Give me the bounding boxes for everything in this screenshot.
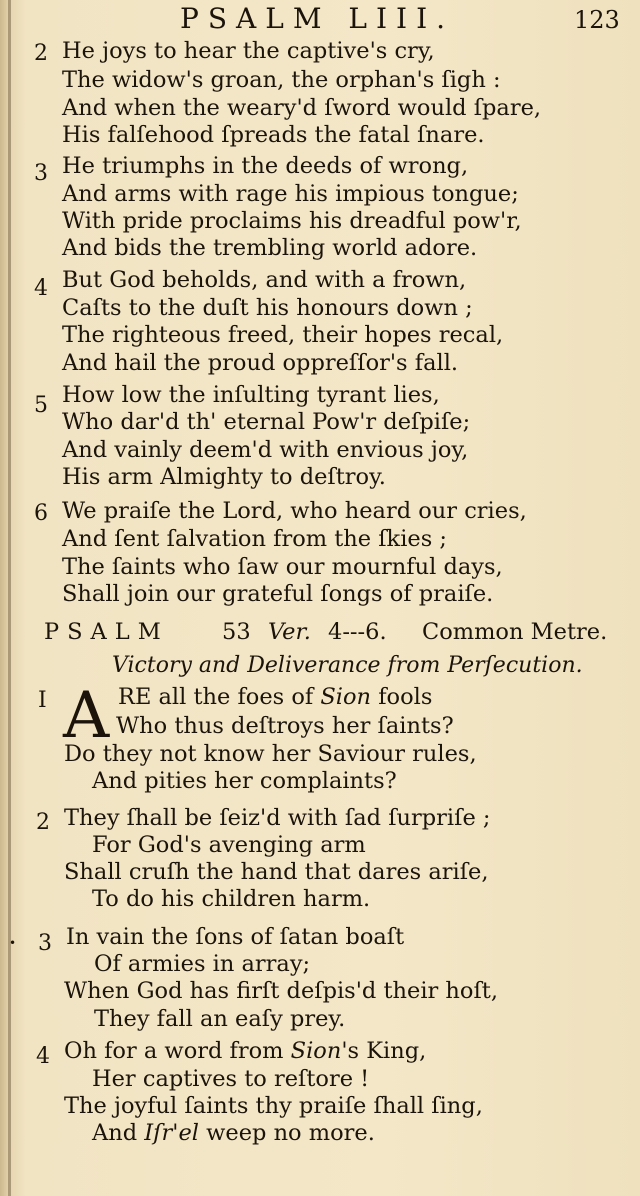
verse-line: Who thus deſtroys her ſaints? — [116, 713, 454, 739]
stanza-number: 2 — [36, 810, 50, 835]
verse-line: For God's avenging arm — [92, 832, 366, 858]
verse-line: They fall an eaſy prey. — [94, 1006, 346, 1032]
verse-line: And arms with rage his impious tongue; — [62, 181, 519, 207]
stanza-number: 4 — [34, 276, 48, 301]
verse-line: And pities her complaints? — [92, 768, 397, 794]
verse-line: His falſehood ſpreads the fatal ſnare. — [62, 122, 485, 148]
metre-label: Common Metre. — [422, 619, 608, 645]
stanza-number: 2 — [34, 41, 48, 66]
verse-line: He joys to hear the captive's cry, — [62, 38, 435, 64]
verse-line: Caſts to the duſt his honours down ; — [62, 295, 473, 321]
stanza-number: 5 — [34, 393, 48, 418]
page-number: 123 — [574, 6, 620, 34]
verse-line-first: Oh for a word from Sion's King, — [64, 1038, 427, 1064]
stanza-number: I — [38, 688, 47, 713]
verse-line: When God has firſt deſpis'd their hoſt, — [64, 978, 498, 1004]
verse-line: But God beholds, and with a frown, — [62, 267, 467, 293]
verse-line: How low the inſulting tyrant lies, — [62, 382, 440, 408]
verse-line: Who dar'd th' eternal Pow'r deſpiſe; — [62, 409, 471, 435]
verse-line: We praiſe the Lord, who heard our cries, — [62, 498, 527, 524]
verse-line: With pride proclaims his dreadful pow'r, — [62, 208, 522, 234]
verse-line: In vain the ſons of ſatan boaſt — [66, 924, 405, 950]
stanza-number: 3 — [38, 931, 52, 956]
page-header — [0, 2, 640, 36]
stanza-number: 3 — [34, 161, 48, 186]
verse-line-last: And Iſr'el weep no more. — [92, 1120, 375, 1146]
verse-line: The ſaints who ſaw our mournful days, — [62, 554, 503, 580]
verse-line: The widow's groan, the orphan's ſigh : — [62, 67, 501, 93]
verse-line: And hail the proud oppreſſor's fall. — [62, 350, 459, 376]
verse-line: And when the weary'd ſword would ſpare, — [62, 95, 542, 121]
verse-line: His arm Almighty to deſtroy. — [62, 464, 386, 490]
verse-line: Of armies in array; — [94, 951, 311, 977]
verse-line: Shall join our grateful ſongs of praiſe. — [62, 581, 494, 607]
verse-label: Ver. — [268, 619, 311, 645]
verse-line: Shall cruſh the hand that dares ariſe, — [64, 859, 489, 885]
drop-cap: A — [63, 679, 110, 753]
stanza-number: 4 — [36, 1044, 50, 1069]
psalm-subtitle: Victory and Deliverance from Perſecution. — [112, 653, 583, 678]
stanza-number: 6 — [34, 501, 48, 526]
verse-line: The righteous freed, their hopes recal, — [62, 322, 504, 348]
psalm-heading — [44, 617, 640, 647]
verse-line: To do his children harm. — [92, 886, 371, 912]
verse-line: And vainly deem'd with envious joy, — [62, 437, 469, 463]
psalm-title: PSALM — [44, 619, 169, 645]
verse-line: He triumphs in the deeds of wrong, — [62, 153, 469, 179]
margin-mark: • — [9, 936, 17, 950]
verse-line: And ſent ſalvation from the ſkies ; — [62, 526, 447, 552]
page-gutter-shadow — [8, 0, 11, 1196]
verse-range: 4---6. — [328, 619, 387, 645]
verse-line: Her captives to reſtore ! — [92, 1066, 370, 1092]
verse-line: And bids the trembling world adore. — [62, 235, 478, 261]
psalm-number: 53 — [222, 619, 251, 645]
verse-line: The joyful ſaints thy praiſe ſhall ſing, — [64, 1093, 483, 1119]
verse-line: Do they not know her Saviour rules, — [64, 741, 477, 767]
verse-line: They ſhall be ſeiz'd with ſad ſurpriſe ; — [64, 805, 491, 831]
verse-line-first: RE all the foes of Sion fools — [118, 684, 433, 710]
running-head: PSALM LIII. — [180, 2, 455, 35]
